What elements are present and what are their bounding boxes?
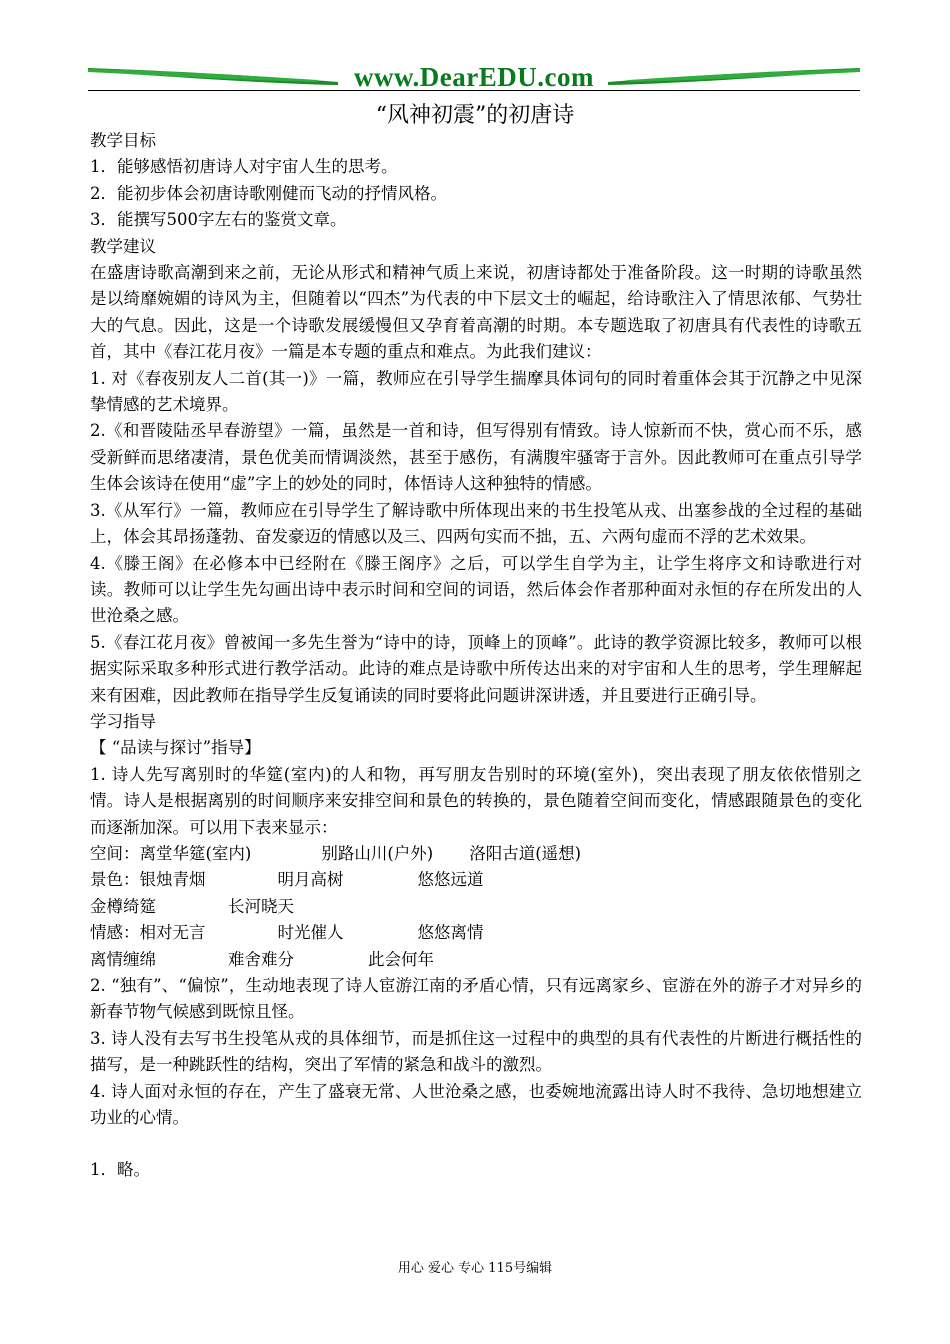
table-cell: 情感：相对无言 [90,923,206,943]
blank-line [90,1131,862,1157]
table-cell: 难舍难分 [228,949,294,969]
site-logo[interactable]: www.DearEDU.com [354,62,594,92]
study-item: 2. “独有”、“偏惊”，生动地表现了诗人宦游江南的矛盾心情，只有远离家乡、宦游在外的游子才对异乡的新春节物气候感到既惊且怪。 [90,976,862,1022]
goals-heading: 教学目标 [90,131,156,150]
table-row [90,920,862,946]
goal-item: 3．能撰写500字左右的鉴赏文章。 [90,210,347,230]
table-cell: 长河晓天 [228,896,294,916]
study-item: 1. 诗人先写离别时的华筵(室内)的人和物，再写朋友告别时的环境(室外)，突出表现了朋友依依惜别之情。诗人是根据离别的时间顺序来安排空间和景色的转换的，景色随着空间而变化，情感跟随景色的变化而逐渐加深。可以用下表来显示： [90,764,862,837]
table-cell: 洛阳古道(遥想) [469,843,582,863]
table-cell: 离情缠绵 [90,949,156,969]
table-cell: 悠悠离情 [417,923,484,943]
advice-item: 1. 对《春夜别友人二首(其一)》一篇，教师应在引导学生揣摩具体词句的同时着重体会其于沉静之中见深挚情感的艺术境界。 [90,368,862,415]
advice-intro: 在盛唐诗歌高潮到来之前，无论从形式和精神气质上来说，初唐诗都处于准备阶段。这一时期的诗歌虽然是以绮靡婉媚的诗风为主，但随着以“四杰”为代表的中下层文士的崛起，给诗歌注入了情思浓郁、气势壮大的气息。因此，这是一个诗歌发展缓慢但又孕育着高潮的时期。本专题选取了初唐具有代表性的诗歌五首，其中《春江花月夜》一篇是本专题的重点和难点。为此我们建议： [90,263,862,362]
table-row [90,841,862,867]
table-cell: 时光催人 [277,923,344,943]
advice-item: 5.《春江花月夜》曾被闻一多先生誉为“诗中的诗，顶峰上的顶峰”。此诗的教学资源比较多，教师可以根据实际采取多种形式进行教学活动。此诗的难点是诗歌中所传达出来的对宇宙和人生的思考，学生理解起来有困难，因此教师在指导学生反复诵读的同时要将此问题讲深讲透，并且要进行正确引导。 [90,632,862,705]
table-cell: 金樽绮筵 [90,896,156,916]
site-header [88,58,860,98]
table-cell: 此会何年 [368,949,434,969]
study-item: 3. 诗人没有去写书生投笔从戎的具体细节，而是抓住这一过程中的典型的具有代表性的片断进行概括性的描写，是一种跳跃性的结构，突出了军情的紧急和战斗的激烈。 [90,1028,862,1075]
advice-item: 4.《滕王阁》在必修本中已经附在《滕王阁序》之后，可以学生自学为主，让学生将序文和诗歌进行对读。教师可以让学生先勾画出诗中表示时间和空间的词语，然后体会作者那种面对永恒的存在所发出的人世沧桑之感。 [90,553,862,626]
page-title: “风神初震”的初唐诗 [375,103,575,128]
goal-item: 1．能够感悟初唐诗人对宇宙人生的思考。 [90,157,398,177]
table-cell: 悠悠远道 [417,870,484,890]
goal-item: 2．能初步体会初唐诗歌刚健而飞动的抒情风格。 [90,183,447,203]
study-item: 4. 诗人面对永恒的存在，产生了盛衰无常、人世沧桑之感，也委婉地流露出诗人时不我待、急切地想建立功业的心情。 [90,1081,862,1128]
table-cell: 别路山川(户外) [321,843,434,863]
table-cell: 空间：离堂华筵(室内) [90,843,252,863]
header-rule [88,90,860,91]
advice-item: 3.《从军行》一篇，教师应在引导学生了解诗歌中所体现出来的书生投笔从戎、出塞参战的全过程的基础上，体会其昂扬蓬勃、奋发豪迈的情感以及三、四两句实而不拙，五、六两句虚而不浮的艺术效果。 [90,500,862,547]
table-cell: 明月高树 [277,870,344,890]
answer-item: 1．略。 [90,1160,150,1180]
study-heading: 学习指导 [90,711,156,731]
table-row [90,947,862,973]
table-row [90,867,862,893]
table-row [90,894,862,920]
page-footer: 用心 爱心 专心 115号编辑 [397,1261,553,1276]
advice-heading: 教学建议 [90,236,156,256]
advice-item: 2.《和晋陵陆丞早春游望》一篇，虽然是一首和诗，但写得别有情致。诗人惊新而不快，赏心而不乐，感受新鲜而思绪凄清，景色优美而情调淡然，甚至于感伤，有满腹牢骚寄于言外。因此教师可在重点引导学生体会该诗在使用“虚”字上的妙处的同时，体悟诗人这种独特的情感。 [90,421,862,494]
table-cell: 景色：银烛青烟 [90,870,206,890]
document-body [90,128,862,1184]
study-subheading: 【 “品读与探讨”指导】 [90,738,261,758]
